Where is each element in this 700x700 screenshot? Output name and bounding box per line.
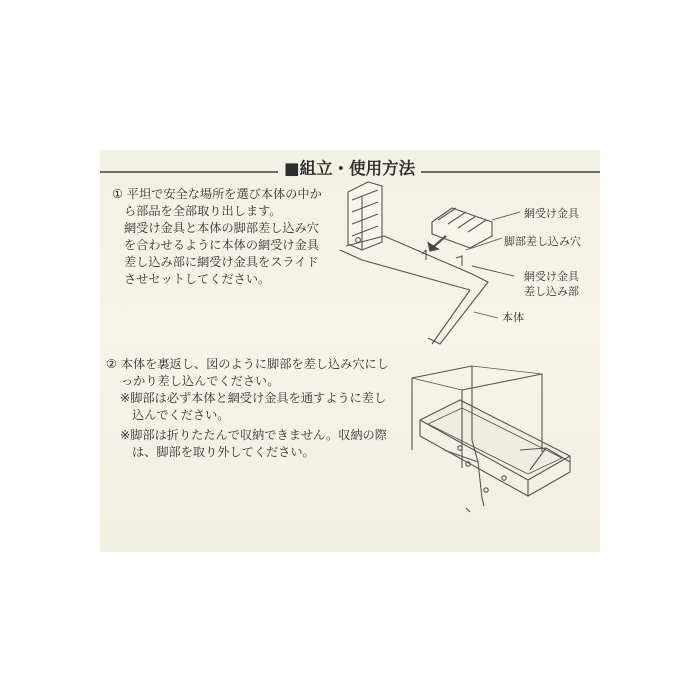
label-net-bracket: 網受け金具: [524, 207, 579, 220]
note-line: 込んでください。: [132, 408, 230, 422]
step-1-line: を合わせるように本体の網受け金具: [124, 238, 319, 252]
step-1-line: 差し込み部に網受け金具をスライド: [124, 255, 319, 269]
step-1-line: ① 平坦で安全な場所を選び本体の中か: [112, 187, 322, 201]
step-2-line: っかり差し込んでください。: [121, 374, 280, 388]
note-line: は、脚部を取り外してください。: [132, 445, 315, 459]
label-net-bracket-slot-2: 差し込み部: [524, 285, 579, 298]
section-title: ■組立・使用方法: [278, 153, 421, 185]
label-net-bracket-slot-1: 網受け金具: [524, 270, 579, 283]
step-2-line: ② 本体を裏返し、図のように脚部を差し込み穴にし: [106, 357, 389, 371]
label-leg-hole: 脚部差し込み穴: [504, 235, 581, 248]
step-1-line: ら部品を全部取り出します。: [124, 204, 282, 218]
step-1-line: させセットしてください。: [124, 272, 271, 286]
note-line: ※脚部は折りたたんで収納できません。収納の際: [120, 428, 387, 442]
instruction-sheet: [100, 150, 600, 552]
label-body: 本体: [502, 311, 524, 324]
step-1-line: 網受け金具と本体の脚部差し込み穴: [124, 221, 319, 235]
step-2-diagram: [100, 150, 600, 552]
note-line: ※脚部は必ず本体と網受け金具を通すように差し: [120, 391, 387, 405]
